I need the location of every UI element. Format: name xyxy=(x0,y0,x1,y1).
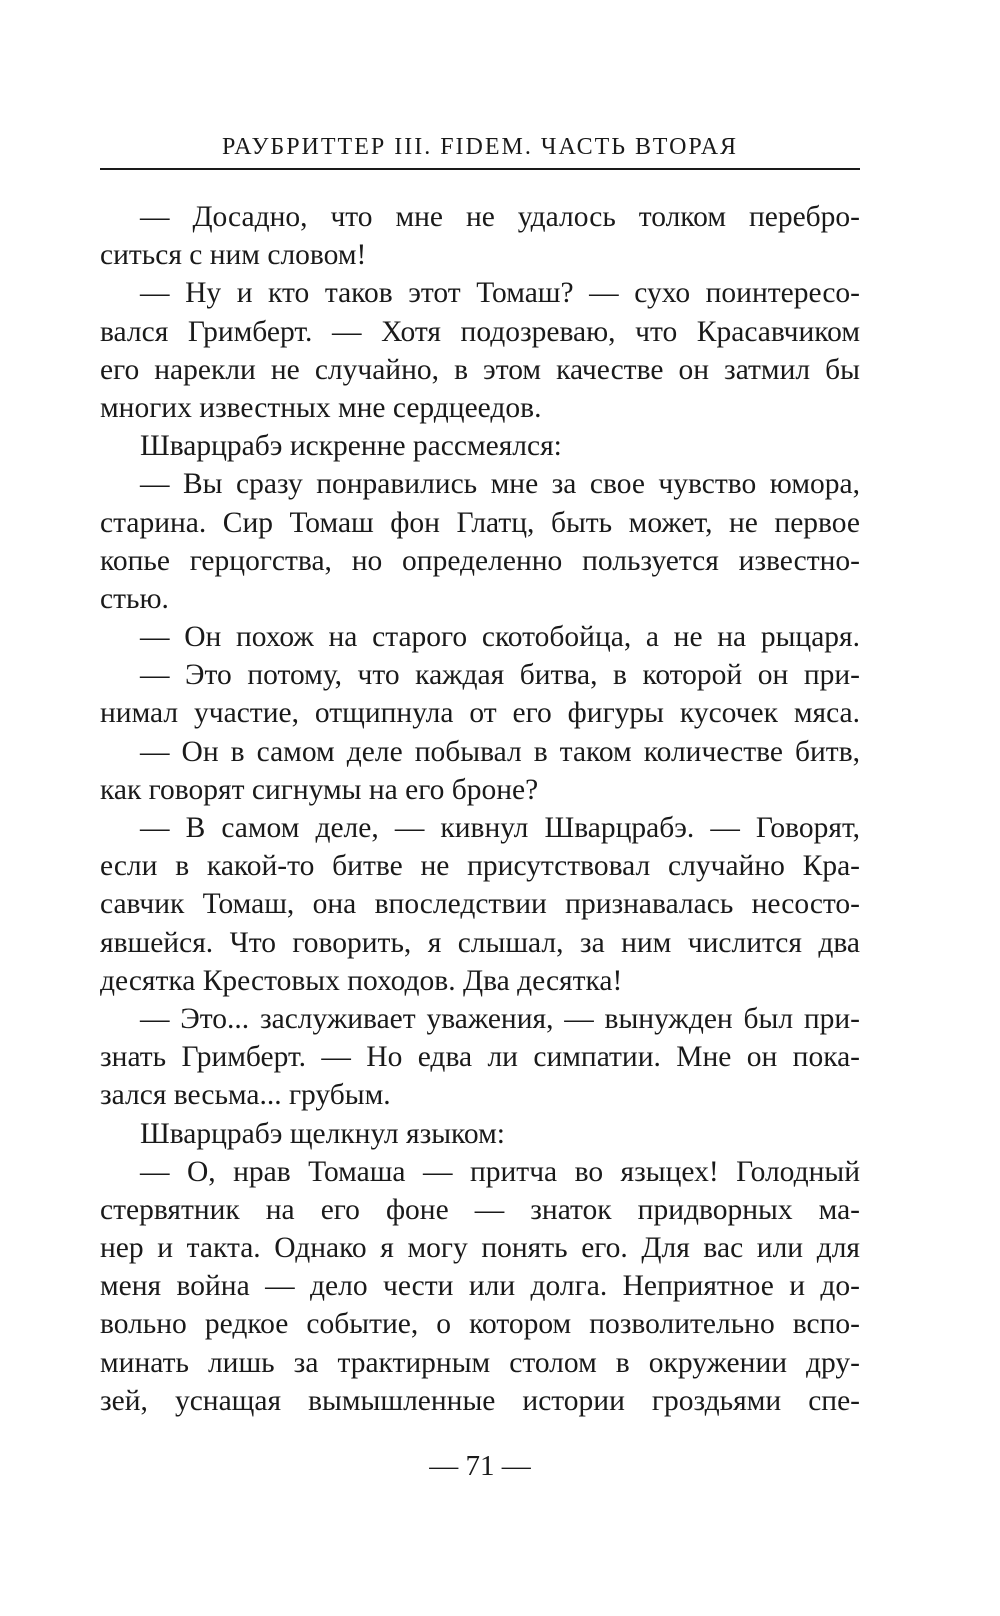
page-number: — 71 — xyxy=(429,1450,531,1482)
text-line: — Это потому, что каждая битва, в которой он при- xyxy=(140,659,860,692)
text-line: — Досадно, что мне не удалось толком перебро- xyxy=(140,201,860,233)
header-rule xyxy=(100,168,860,170)
text-line: копье герцогства, но определенно пользуется известно- xyxy=(100,544,860,577)
text-line: Шварцрабэ щелкнул языком: xyxy=(140,1117,505,1150)
text-line: Шварцрабэ искренне рассмеялся: xyxy=(140,430,562,463)
text-line: — Вы сразу понравились мне за свое чувство юмора, xyxy=(140,468,860,501)
text-line: минать лишь за трактирным столом в окружении дру- xyxy=(100,1346,860,1379)
text-line: — В самом деле, — кивнул Шварцрабэ. — Говорят, xyxy=(140,812,860,844)
text-line: стью. xyxy=(100,582,169,615)
text-line: зей, уснащая вымышленные истории гроздьями спе- xyxy=(100,1384,860,1417)
text-line: вольно редкое событие, о котором позволительно вспо- xyxy=(100,1308,860,1341)
text-line: — Он в самом деле побывал в таком количестве битв, xyxy=(140,735,860,768)
text-line: если в какой-то битве не присутствовал случайно Кра- xyxy=(100,850,860,883)
text-line: зался весьма... грубым. xyxy=(100,1079,391,1112)
text-line: его нарекли не случайно, в этом качестве он затмил бы xyxy=(100,353,860,386)
text-line: вался Гримберт. — Хотя подозреваю, что Красавчиком xyxy=(100,315,860,348)
text-line: десятка Крестовых походов. Два десятка! xyxy=(100,964,623,997)
text-line: — О, нрав Томаша — притча во языцех! Голодный xyxy=(140,1155,860,1188)
text-line: нимал участие, отщипнула от его фигуры кусочек мяса. xyxy=(100,697,860,730)
text-line: — Ну и кто таков этот Томаш? — сухо поинтересо- xyxy=(140,277,860,310)
text-line: савчик Томаш, она впоследствии признавалась несосто- xyxy=(100,888,860,921)
text-line: — Это... заслуживает уважения, — вынужден был при- xyxy=(140,1002,860,1035)
text-line: знать Гримберт. — Но едва ли симпатии. Мне он пока- xyxy=(100,1041,860,1074)
text-line: как говорят сигнумы на его броне? xyxy=(100,773,539,806)
text-line: стервятник на его фоне — знаток придворных ма- xyxy=(100,1193,860,1226)
text-line: многих известных мне сердцеедов. xyxy=(100,391,542,424)
text-line: ситься с ним словом! xyxy=(100,239,367,272)
text-line: меня война — дело чести или долга. Неприятное и до- xyxy=(100,1270,860,1303)
body-text xyxy=(100,198,860,1420)
running-header: РАУБРИТТЕР III. FIDEM. ЧАСТЬ ВТОРАЯ xyxy=(221,134,739,160)
text-line: старина. Сир Томаш фон Глатц, быть может, не первое xyxy=(100,506,860,539)
text-line: нер и такта. Однако я могу понять его. Для вас или для xyxy=(100,1232,860,1265)
text-line: явшейся. Что говорить, я слышал, за ним числится два xyxy=(100,926,860,959)
text-line: — Он похож на старого скотобойца, а не на рыцаря. xyxy=(140,621,860,654)
